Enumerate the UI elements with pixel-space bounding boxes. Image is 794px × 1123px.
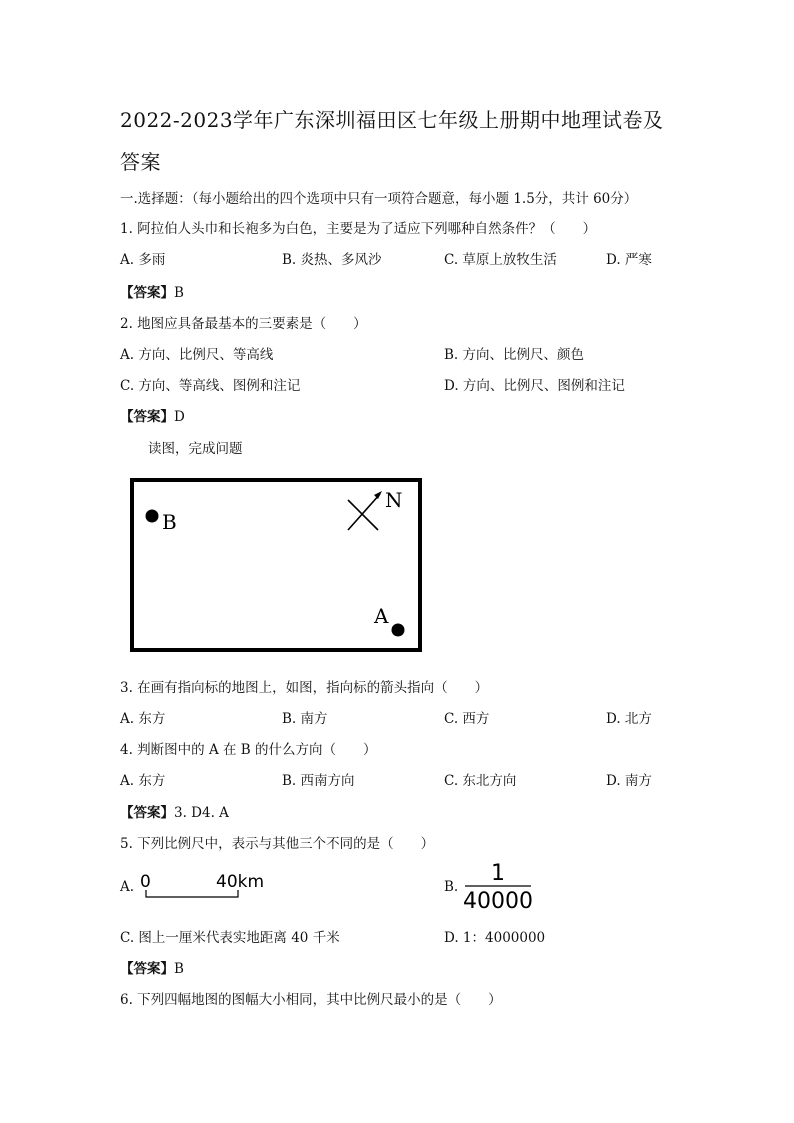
fraction-denominator: 40000 — [463, 889, 533, 914]
point-b-dot — [146, 510, 159, 523]
question-4-option-b: B. 西南方向 — [282, 773, 355, 789]
question-1-option-c: C. 草原上放牧生活 — [444, 252, 557, 268]
question-3-option-a: A. 东方 — [120, 711, 166, 727]
question-5-option-b-prefix: B. — [444, 879, 459, 895]
question-2-option-a: A. 方向、比例尺、等高线 — [120, 347, 274, 363]
direction-arrow-line — [348, 494, 380, 530]
question-3-option-d: D. 北方 — [606, 711, 652, 727]
question-1-option-a: A. 多雨 — [120, 252, 166, 268]
question-5-option-a-prefix: A. — [120, 879, 135, 895]
question-5-option-c: C. 图上一厘米代表实地距离 40 千米 — [120, 930, 340, 946]
question-1-stem: 1. 阿拉伯人头巾和长袍多为白色，主要是为了适应下列哪种自然条件？（ ） — [120, 221, 597, 237]
reading-instruction: 读图，完成问题 — [148, 441, 243, 457]
answer-value: B — [174, 961, 184, 977]
question-6-stem: 6. 下列四幅地图的图幅大小相同，其中比例尺最小的是（ ） — [120, 992, 502, 1008]
document-title-line2: 答案 — [120, 150, 161, 174]
question-2-option-b: B. 方向、比例尺、颜色 — [444, 347, 585, 363]
answer-label: 【答案】 — [120, 805, 174, 821]
answer-value: D — [174, 409, 185, 425]
linear-scale-bar — [138, 870, 278, 910]
question-1-answer — [120, 281, 184, 301]
question-4-option-a: A. 东方 — [120, 773, 166, 789]
fraction-scale — [462, 858, 534, 916]
answer-value: B — [174, 285, 184, 301]
question-1-option-d: D. 严寒 — [606, 252, 652, 268]
question-3-option-b: B. 南方 — [282, 711, 328, 727]
scale-end-label: 40km — [216, 872, 265, 892]
question-4-option-d: D. 南方 — [606, 773, 652, 789]
question-3-stem: 3. 在画有指向标的地图上，如图，指向标的箭头指向（ ） — [120, 680, 489, 696]
north-label: N — [385, 488, 403, 512]
question-3-option-c: C. 西方 — [444, 711, 490, 727]
question-5-option-d: D. 1：4000000 — [444, 930, 546, 946]
question-2-stem: 2. 地图应具备最基本的三要素是（ ） — [120, 316, 367, 332]
question-3-4-answer — [120, 801, 229, 821]
question-5-stem: 5. 下列比例尺中，表示与其他三个不同的是（ ） — [120, 836, 435, 852]
question-2-answer — [120, 405, 185, 425]
answer-label: 【答案】 — [120, 409, 174, 425]
point-a-label: A — [374, 604, 389, 628]
answer-label: 【答案】 — [120, 961, 174, 977]
fraction-numerator: 1 — [491, 861, 505, 886]
scale-zero-label: 0 — [140, 872, 151, 892]
question-2-option-d: D. 方向、比例尺、图例和注记 — [444, 378, 625, 394]
answer-label: 【答案】 — [120, 285, 174, 301]
section-heading: 一.选择题：（每小题给出的四个选项中只有一项符合题意，每小题 1.5分，共计 60分） — [120, 191, 638, 207]
point-a-dot — [392, 624, 405, 637]
answer-value: 3. D4. A — [174, 805, 229, 821]
map-figure — [130, 478, 422, 652]
question-4-option-c: C. 东北方向 — [444, 773, 517, 789]
document-title-line1: 2022-2023学年广东深圳福田区七年级上册期中地理试卷及 — [120, 108, 664, 132]
question-1-option-b: B. 炎热、多风沙 — [282, 252, 382, 268]
question-4-stem: 4. 判断图中的 A 在 B 的什么方向（ ） — [120, 742, 377, 758]
question-2-option-c: C. 方向、等高线、图例和注记 — [120, 378, 301, 394]
question-5-answer — [120, 957, 184, 977]
direction-arrow-head-icon — [374, 491, 382, 499]
point-b-label: B — [162, 510, 177, 534]
